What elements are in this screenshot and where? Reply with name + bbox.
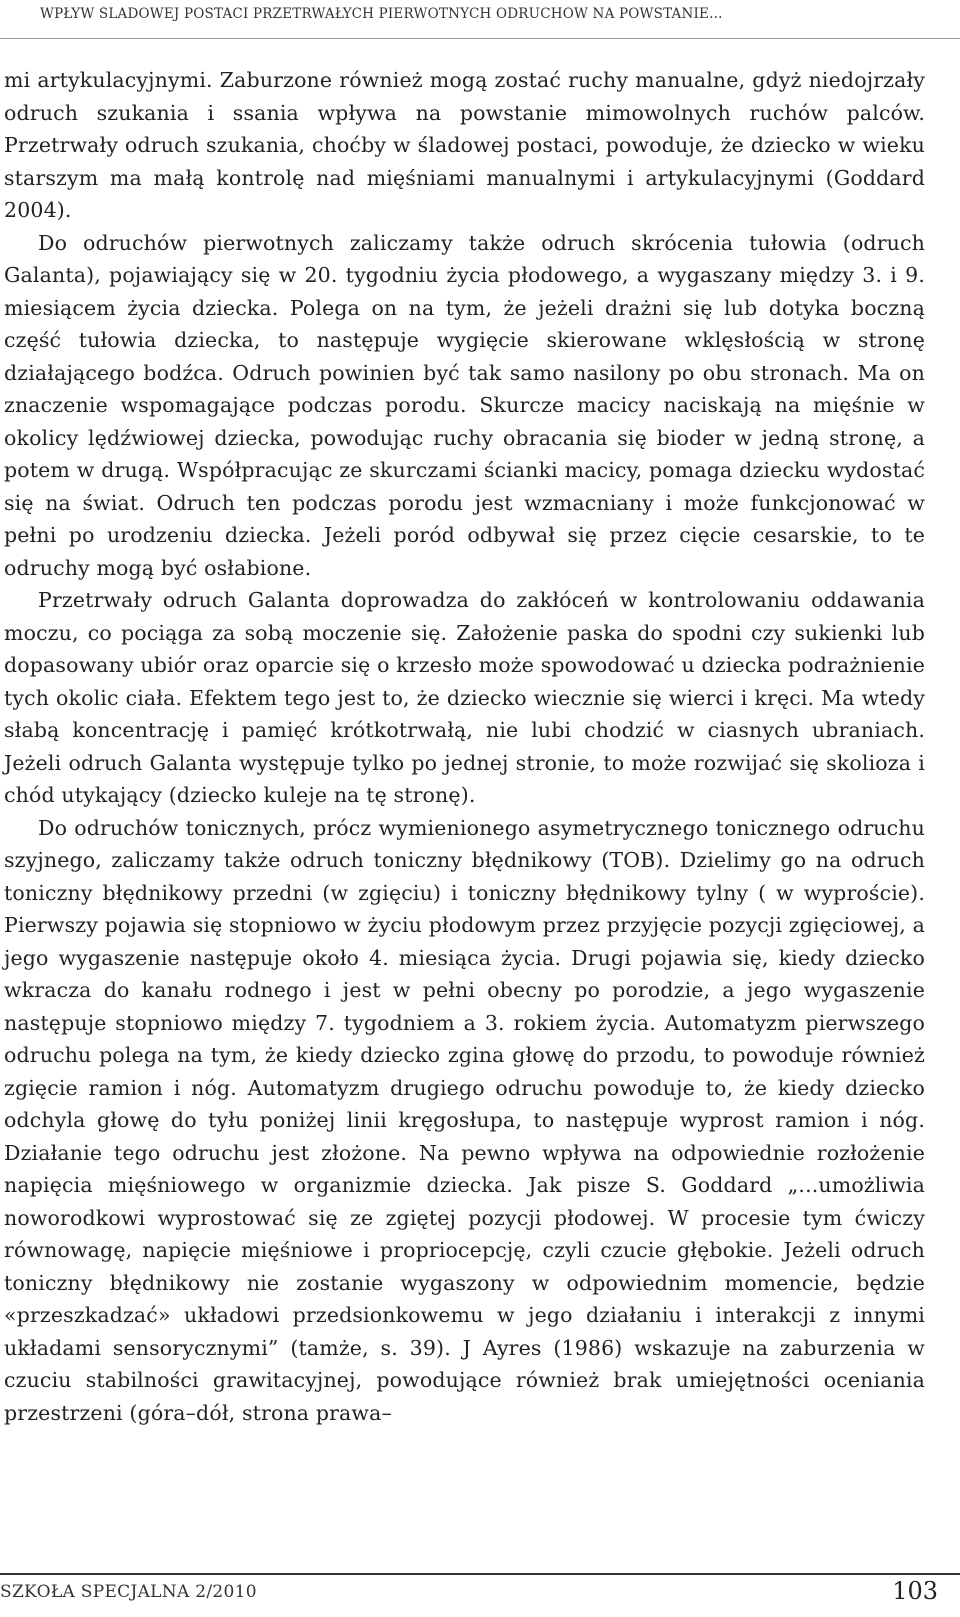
paragraph: Do odruchów pierwotnych zaliczamy także odruch skrócenia tułowia (odruch Galanta), pojawiający się w 20. tygodniu życia płodowego, a wygaszany między 3. i 9. miesiącem życia dziecka. Polega on na tym, że jeżeli drażni się lub dotyka boczną część tułowia dziecka, to następuje wygięcie skierowane wklęsłością w stronę działającego bodźca. Odruch powinien być tak samo nasilony po obu stronach. Ma on znaczenie wspomagające podczas porodu. Skurcze macicy naciskają na mięśnie w okolicy lędźwiowej dziecka, powodując ruchy obracania się bioder w jedną stronę, a potem w drugą. Współpracując ze skurczami ścianki macicy, pomaga dziecku wydostać się na świat. Odruch ten podczas porodu jest wzmacniany i może funkcjonować w pełni po urodzeniu dziecka. Jeżeli poród odbywał się przez cięcie cesarskie, to te odruchy mogą być osłabione. <box>4 230 925 580</box>
page-number: 103 <box>892 1577 938 1605</box>
paragraph: Do odruchów tonicznych, prócz wymienionego asymetrycznego tonicznego odruchu szyjnego, zaliczamy także odruch toniczny błędnikowy (TOB). Dzielimy go na odruch toniczny błędnikowy przedni (w zgięciu) i toniczny błędnikowy tylny ( w wyproście). Pierwszy pojawia się stopniowo w życiu płodowym przez przyjęcie pozycji zgięciowej, a jego wygaszenie następuje około 4. miesiąca życia. Drugi pojawia się, kiedy dziecko wkracza do kanału rodnego i jest w pełni obecny po porodzie, a jego wygaszenie następuje stopniowo między 7. tygodniem a 3. rokiem życia. Automatyzm pierwszego odruchu polega na tym, że kiedy dziecko zgina głowę do przodu, to powoduje również zgięcie ramion i nóg. Automatyzm drugiego odruchu powoduje to, że kiedy dziecko odchyla głowę do tyłu poniżej linii kręgosłupa, to następuje wyprost ramion i nóg. Działanie tego odruchu jest złożone. Na pewno wpływa na odpowiednie rozłożenie napięcia mięśniowego w organizmie dziecka. Jak pisze S. Goddard „...umożliwia noworodkowi wyprostować się ze zgiętej pozycji płodowej. W procesie tym ćwiczy równowagę, napięcie mięśniowe i propriocepcję, czyli czucie głębokie. Jeżeli odruch toniczny błędnikowy nie zostanie wygaszony w odpowiednim momencie, będzie «przeszkadzać» układowi przedsionkowemu w jego działaniu i interakcji z innymi układami sensorycznymi” (tamże, s. 39). J Ayres (1986) wskazuje na zaburzenia w czuciu stabilności grawitacyjnej, powodujące również brak umiejętności oceniania przestrzeni (góra–dół, strona prawa– <box>4 815 925 1425</box>
body-text <box>4 64 925 1429</box>
running-header: WPŁYW ŚLADOWEJ POSTACI PRZETRWAŁYCH PIERWOTNYCH ODRUCHÓW NA POWSTANIE... <box>40 6 723 22</box>
paragraph: Przetrwały odruch Galanta doprowadza do zakłóceń w kontrolowaniu oddawania moczu, co pociąga za sobą moczenie się. Założenie paska do spodni czy sukienki lub dopasowany ubiór oraz oparcie się o krzesło może spowodować u dziecka podrażnienie tych okolic ciała. Efektem tego jest to, że dziecko wiecznie się wierci i kręci. Ma wtedy słabą koncentrację i pamięć krótkotrwałą, nie lubi chodzić w ciasnych ubraniach. Jeżeli odruch Galanta występuje tylko po jednej stronie, to może rozwijać się skolioza i chód utykający (dziecko kuleje na tę stronę). <box>4 588 925 807</box>
header-rule <box>0 38 960 39</box>
paragraph: mi artykulacyjnymi. Zaburzone również mogą zostać ruchy manualne, gdyż niedojrzały odruch szukania i ssania wpływa na powstanie mimowolnych ruchów palców. Przetrwały odruch szukania, choćby w śladowej postaci, powoduje, że dziecko w wieku starszym ma małą kontrolę nad mięśniami manualnymi i artykulacyjnymi (Goddard 2004). <box>4 68 925 222</box>
footer-rule <box>0 1573 960 1575</box>
footer-journal-title: SZKOŁA SPECJALNA 2/2010 <box>0 1582 257 1602</box>
